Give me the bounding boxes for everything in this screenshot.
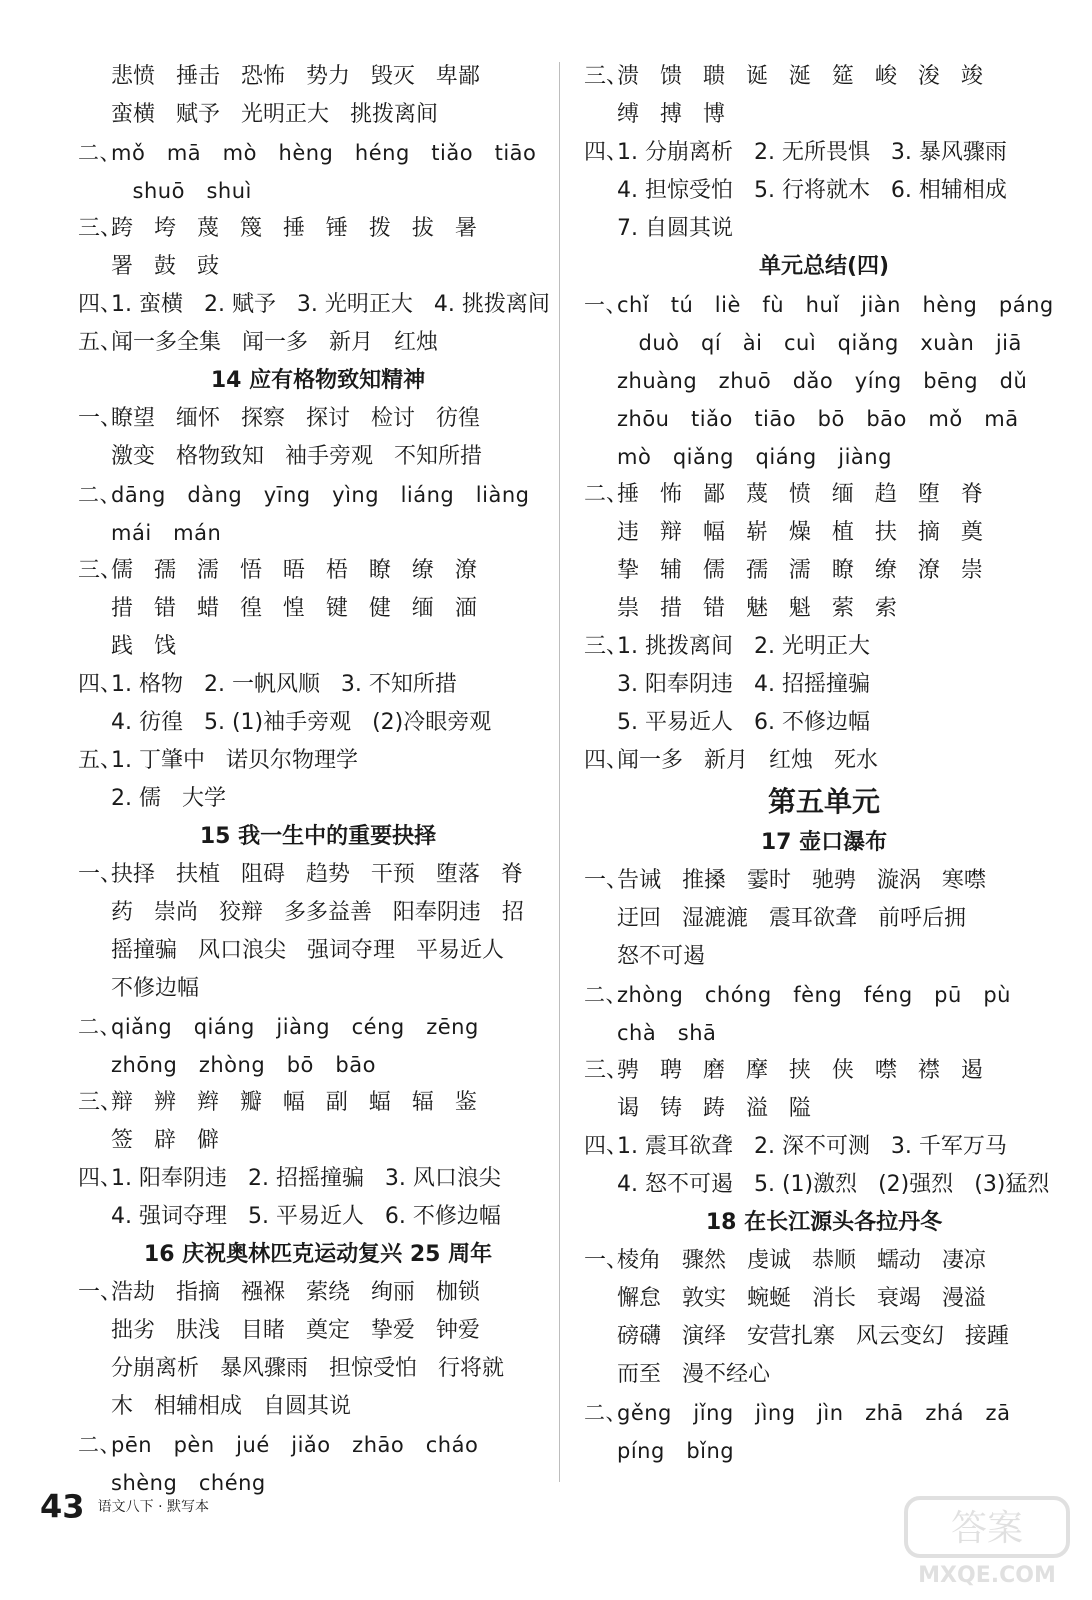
section-label: 二、 — [78, 483, 121, 507]
answer-continuation — [584, 1318, 1064, 1356]
lesson-title: 16 庆祝奥林匹克运动复兴 25 周年 — [143, 1242, 493, 1267]
answer-text: 蛮横 赋予 光明正大 挑拨离间 — [111, 102, 438, 127]
answer-continuation — [584, 1166, 1064, 1204]
watermark-logo — [902, 1492, 1072, 1590]
answer-line — [78, 324, 558, 362]
footer-text: 语文八下 · 默写本 — [97, 1498, 209, 1515]
answer-line — [78, 1160, 558, 1198]
answer-continuation — [78, 1198, 558, 1236]
answer-continuation — [584, 514, 1064, 552]
answer-text: 跨 垮 蔑 篾 捶 锤 拨 拔 暑 — [111, 216, 477, 241]
section-label: 一、 — [584, 868, 629, 893]
answer-text: 3. 阳奉阴违 4. 招摇撞骗 — [617, 672, 870, 697]
answer-text: 1. 丁肇中 诺贝尔物理学 — [111, 748, 358, 773]
section-label: 三、 — [584, 64, 629, 89]
answer-continuation — [78, 780, 558, 818]
answer-line — [584, 1242, 1064, 1280]
answer-line — [78, 742, 558, 780]
section-label: 一、 — [78, 406, 123, 431]
answer-text: 2. 儒 大学 — [111, 786, 226, 811]
answer-continuation — [78, 58, 558, 96]
right-column — [584, 58, 1064, 1470]
answer-continuation — [78, 932, 558, 970]
answer-text: 缚 搏 博 — [617, 102, 725, 127]
answer-continuation — [584, 400, 1064, 438]
section-label: 二、 — [78, 1433, 121, 1457]
answer-text: 儒 孺 濡 悟 晤 梧 瞭 缭 潦 — [111, 558, 477, 583]
answer-line — [78, 210, 558, 248]
answer-continuation — [78, 172, 558, 210]
answer-line — [584, 286, 1064, 324]
answer-continuation — [78, 970, 558, 1008]
answer-continuation — [584, 438, 1064, 476]
answer-line — [78, 1008, 558, 1046]
answer-line — [584, 628, 1064, 666]
answer-continuation — [584, 1014, 1064, 1052]
answer-text: shuō shuì — [111, 179, 252, 203]
answer-text: 1. 震耳欲聋 2. 深不可测 3. 千军万马 — [617, 1134, 1007, 1159]
section-label: 二、 — [584, 983, 627, 1007]
answer-text: 1. 阳奉阴违 2. 招摇撞骗 3. 风口浪尖 — [111, 1166, 501, 1191]
answer-text: chà shā — [617, 1021, 717, 1045]
section-label: 四、 — [78, 672, 123, 697]
answer-text: 措 错 蜡 徨 惶 键 健 缅 湎 — [111, 596, 477, 621]
answer-continuation — [78, 628, 558, 666]
section-label: 四、 — [584, 748, 629, 773]
answer-text: 违 辩 幅 崭 燥 植 扶 摘 奠 — [617, 520, 983, 545]
answer-continuation — [584, 172, 1064, 210]
answer-text: zhuàng zhuō dǎo yíng bēng dǔ — [617, 369, 1028, 393]
answer-text: 1. 挑拨离间 2. 光明正大 — [617, 634, 870, 659]
answer-continuation — [78, 590, 558, 628]
answer-text: 捶 怖 鄙 蔑 愤 缅 趋 堕 脊 — [617, 482, 983, 507]
answer-line — [78, 1084, 558, 1122]
answer-continuation — [78, 704, 558, 742]
answer-text: 浩劫 指摘 襁褓 萦绕 绚丽 枷锁 — [111, 1280, 480, 1305]
section-label: 三、 — [78, 558, 123, 583]
answer-continuation — [584, 900, 1064, 938]
answer-text: 4. 彷徨 5. (1)袖手旁观 (2)冷眼旁观 — [111, 710, 492, 735]
answer-line — [584, 134, 1064, 172]
answer-continuation — [78, 248, 558, 286]
answer-text: 4. 强词夺理 5. 平易近人 6. 不修边幅 — [111, 1204, 501, 1229]
answer-text: 1. 蛮横 2. 赋予 3. 光明正大 4. 挑拨离间 — [111, 292, 550, 317]
section-label: 二、 — [78, 1015, 121, 1039]
answer-line — [584, 976, 1064, 1014]
answer-line — [78, 286, 558, 324]
answer-text: 践 饯 — [111, 634, 176, 659]
answer-line — [584, 1052, 1064, 1090]
answer-line — [78, 1426, 558, 1464]
section-label: 二、 — [584, 482, 629, 507]
answer-text: 木 相辅相成 自圆其说 — [111, 1394, 351, 1419]
answer-continuation — [584, 1356, 1064, 1394]
left-column — [78, 58, 558, 1502]
answer-text: 谒 铸 踌 溢 隘 — [617, 1096, 811, 1121]
answer-continuation — [78, 1388, 558, 1426]
answer-text: 祟 措 错 魅 魁 萦 索 — [617, 596, 897, 621]
section-label: 一、 — [78, 862, 123, 887]
answer-line — [584, 1128, 1064, 1166]
lesson-title: 18 在长江源头各拉丹冬 — [705, 1210, 943, 1235]
answer-text: píng bǐng — [617, 1439, 735, 1463]
answer-text: 悲愤 捶击 恐怖 势力 毁灭 卑鄙 — [111, 64, 480, 89]
section-label: 三、 — [78, 216, 123, 241]
answer-continuation — [78, 1350, 558, 1388]
answer-text: 棱角 骤然 虔诚 恭顺 蠕动 凄凉 — [617, 1248, 986, 1273]
section-label: 一、 — [584, 1248, 629, 1273]
answer-continuation — [584, 552, 1064, 590]
answer-continuation — [584, 590, 1064, 628]
answer-text: 激变 格物致知 袖手旁观 不知所措 — [111, 444, 482, 469]
answer-text: 签 辟 僻 — [111, 1128, 219, 1153]
answer-text: 闻一多 新月 红烛 死水 — [617, 748, 878, 773]
answer-continuation — [584, 210, 1064, 248]
section-label: 一、 — [584, 293, 627, 317]
answer-continuation — [78, 1312, 558, 1350]
answer-line — [584, 1394, 1064, 1432]
section-label: 四、 — [584, 140, 629, 165]
answer-text: chǐ tú liè fù huǐ jiàn hèng páng — [617, 293, 1054, 317]
unit-title: 第五单元 — [767, 785, 880, 818]
answer-continuation — [78, 96, 558, 134]
answer-line — [78, 856, 558, 894]
answer-text: 4. 担惊受怕 5. 行将就木 6. 相辅相成 — [617, 178, 1007, 203]
answer-text: dāng dàng yīng yìng liáng liàng — [111, 483, 530, 507]
answer-text: 抉择 扶植 阻碍 趋势 干预 堕落 脊 — [111, 862, 523, 887]
answer-text: duò qí ài cuì qiǎng xuàn jiā — [617, 331, 1022, 355]
answer-line — [584, 58, 1064, 96]
watermark-top: 答案 — [950, 1508, 1024, 1549]
answer-text: 告诫 推搡 霎时 驰骋 漩涡 寒噤 — [617, 868, 986, 893]
answer-continuation — [584, 666, 1064, 704]
answer-continuation — [78, 894, 558, 932]
answer-text: 4. 怒不可遏 5. (1)激烈 (2)强烈 (3)猛烈 — [617, 1172, 1050, 1197]
answer-text: 署 鼓 豉 — [111, 254, 219, 279]
answer-text: 5. 平易近人 6. 不修边幅 — [617, 710, 870, 735]
answer-text: 1. 格物 2. 一帆风顺 3. 不知所措 — [111, 672, 457, 697]
answer-text: pēn pèn jué jiǎo zhāo cháo — [111, 1433, 479, 1457]
answer-text: 拙劣 肤浅 目睹 奠定 挚爱 钟爱 — [111, 1318, 480, 1343]
answer-continuation — [584, 1280, 1064, 1318]
answer-line — [584, 742, 1064, 780]
answer-continuation — [584, 704, 1064, 742]
answer-text: mò qiǎng qiáng jiàng — [617, 445, 892, 469]
answer-continuation — [584, 96, 1064, 134]
answer-continuation — [78, 438, 558, 476]
answer-continuation — [584, 938, 1064, 976]
lesson-title: 单元总结(四) — [758, 254, 890, 279]
answer-continuation — [584, 362, 1064, 400]
watermark-bottom: MXQE.COM — [918, 1563, 1056, 1588]
answer-line — [584, 476, 1064, 514]
section-label: 五、 — [78, 748, 123, 773]
lesson-title: 17 壶口瀑布 — [760, 830, 888, 855]
answer-text: shèng chéng — [111, 1471, 266, 1495]
answer-line — [584, 862, 1064, 900]
section-label: 三、 — [78, 1090, 123, 1115]
answer-text: 骋 聘 磨 摩 挟 侠 噤 襟 遏 — [617, 1058, 983, 1083]
answer-text: 1. 分崩离析 2. 无所畏惧 3. 暴风骤雨 — [617, 140, 1007, 165]
answer-text: 挚 辅 儒 孺 濡 瞭 缭 潦 崇 — [617, 558, 983, 583]
section-label: 二、 — [584, 1401, 627, 1425]
answer-text: 迂回 湿漉漉 震耳欲聋 前呼后拥 — [617, 906, 966, 931]
answer-text: gěng jǐng jìng jìn zhā zhá zā — [617, 1401, 1011, 1425]
answer-text: 摇撞骗 风口浪尖 强词夺理 平易近人 — [111, 938, 504, 963]
lesson-title: 14 应有格物致知精神 — [210, 368, 426, 393]
section-label: 四、 — [78, 292, 123, 317]
answer-line — [78, 1274, 558, 1312]
section-label: 三、 — [584, 1058, 629, 1083]
answer-continuation — [78, 1046, 558, 1084]
answer-continuation — [78, 514, 558, 552]
answer-text: 磅礴 演绎 安营扎寨 风云变幻 接踵 — [617, 1324, 1009, 1349]
answer-line — [78, 552, 558, 590]
answer-text: 分崩离析 暴风骤雨 担惊受怕 行将就 — [111, 1356, 504, 1381]
answer-continuation — [584, 1432, 1064, 1470]
answer-text: 药 崇尚 狡辩 多多益善 阳奉阴违 招 — [111, 900, 524, 925]
section-label: 五、 — [78, 330, 123, 355]
answer-text: zhōng zhòng bō bāo — [111, 1053, 376, 1077]
section-label: 三、 — [584, 634, 629, 659]
answer-text: 溃 馈 聩 诞 涎 筵 峻 浚 竣 — [617, 64, 983, 89]
section-label: 一、 — [78, 1280, 123, 1305]
section-label: 四、 — [78, 1166, 123, 1191]
section-label: 二、 — [78, 141, 121, 165]
answer-text: 不修边幅 — [111, 976, 200, 1001]
answer-text: qiǎng qiáng jiàng céng zēng — [111, 1015, 479, 1039]
answer-continuation — [584, 324, 1064, 362]
section-label: 四、 — [584, 1134, 629, 1159]
answer-text: 懈怠 敦实 蜿蜒 消长 衰竭 漫溢 — [617, 1286, 986, 1311]
lesson-title: 15 我一生中的重要抉择 — [199, 824, 437, 849]
answer-text: 辩 辨 辫 瓣 幅 副 蝠 辐 鉴 — [111, 1090, 477, 1115]
page-number: 43 — [40, 1487, 85, 1526]
answer-text: zhōu tiǎo tiāo bō bāo mǒ mā — [617, 407, 1019, 431]
answer-text: mái mán — [111, 521, 222, 545]
answer-text: 怒不可遏 — [617, 944, 706, 969]
answer-text: 7. 自圆其说 — [617, 216, 733, 241]
answer-continuation — [584, 1090, 1064, 1128]
page-footer — [40, 1486, 209, 1526]
answer-text: 瞭望 缅怀 探察 探讨 检讨 彷徨 — [111, 406, 480, 431]
answer-line — [78, 666, 558, 704]
answer-continuation — [78, 1122, 558, 1160]
answer-text: 闻一多全集 闻一多 新月 红烛 — [111, 330, 438, 355]
answer-text: mǒ mā mò hèng héng tiǎo tiāo — [111, 141, 537, 165]
column-divider — [559, 62, 560, 1482]
answer-line — [78, 134, 558, 172]
answer-text: 而至 漫不经心 — [617, 1362, 770, 1387]
answer-text: zhòng chóng fèng féng pū pù — [617, 983, 1011, 1007]
answer-line — [78, 476, 558, 514]
answer-line — [78, 400, 558, 438]
